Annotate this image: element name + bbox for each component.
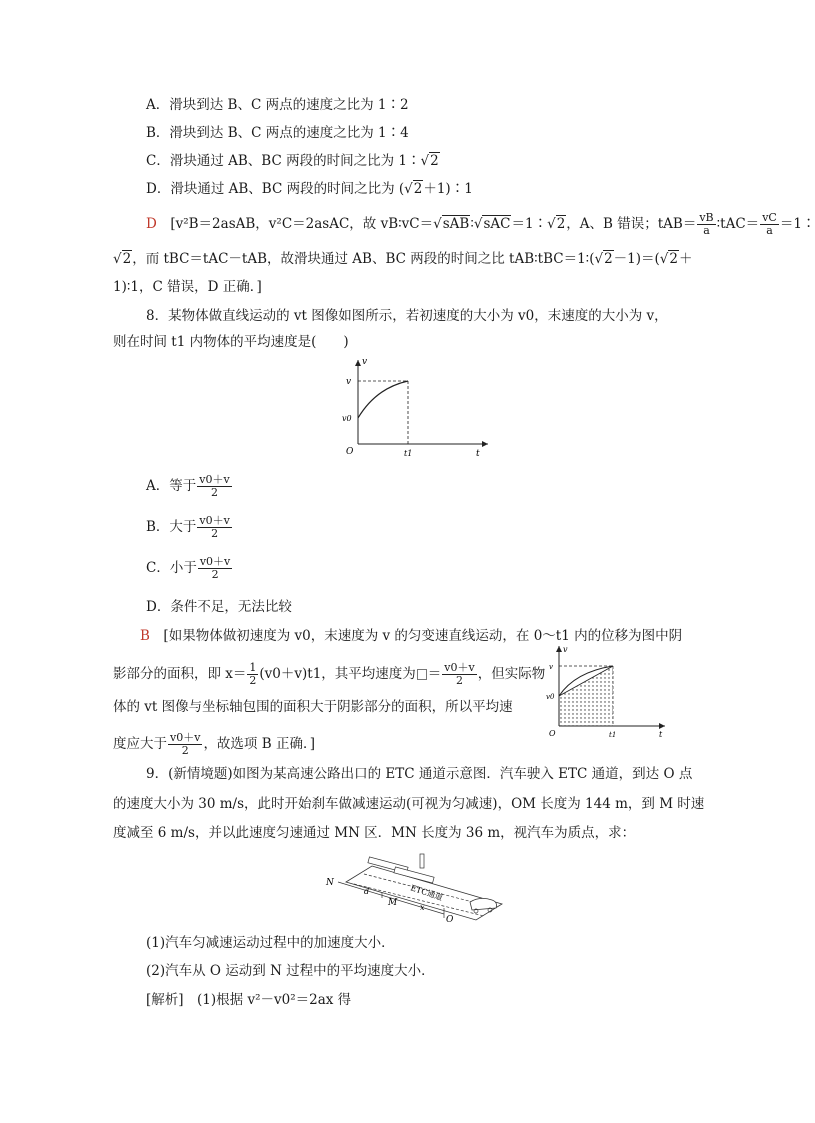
q8-explanation-line4: 度应大于 $\frac{v0+v}{2}$ ，故选项 B 正确．] — [113, 731, 315, 757]
q8-option-c: C．小于 $\frac{v0+v}{2}$ — [146, 555, 231, 581]
q8-option-a: A．等于 $\frac{v0+v}{2}$ — [146, 473, 230, 499]
q8-graph-t1-label: t1 — [404, 449, 413, 458]
q9-sub2: (2)汽车从 O 运动到 N 过程中的平均速度大小． — [146, 963, 435, 979]
q9-n-label: N — [326, 878, 334, 888]
q9-m-label: M — [388, 898, 398, 908]
q8-stem-line2: 则在时间 t1 内物体的平均速度是( ) — [113, 334, 349, 350]
q8-explanation-line3: 体的 vt 图像与坐标轴包围的面积大于阴影部分的面积，所以平均速 — [113, 699, 513, 715]
q8-graph-v0-label: v0 — [342, 414, 352, 423]
q8-shaded-vt-graph — [543, 640, 671, 740]
q9-stem-line3: 度减至 6 m/s，并以此速度匀速通过 MN 区．MN 长度为 36 m，视汽车为质点，求： — [113, 825, 636, 841]
q7-option-c: C．滑块通过 AB、BC 两段的时间之比为 1∶√2 — [146, 153, 439, 169]
q8-shaded-t1-label: t1 — [609, 731, 617, 739]
q8-answer-letter: B — [140, 628, 150, 644]
q9-etc-label: ETC通道 — [409, 883, 444, 903]
q8-graph-v-axis-label: v — [362, 357, 368, 367]
q9-analysis: [解析] (1)根据 v²－v0²＝2ax 得 — [146, 992, 352, 1008]
q8-shaded-v-axis-label: v — [563, 645, 568, 654]
q9-d-label: d — [364, 887, 370, 896]
q7-option-d: D．滑块通过 AB、BC 两段的时间之比为 (√2＋1)∶1 — [146, 181, 473, 197]
q7-explanation-line3: 1)∶1，C 错误，D 正确．] — [113, 279, 262, 295]
q9-sub1: (1)汽车匀减速运动过程中的加速度大小． — [146, 935, 395, 951]
q8-shaded-v-label: v — [549, 663, 553, 671]
q9-stem-line2: 的速度大小为 30 m/s，此时开始刹车做减速运动(可视为匀减速)，OM 长度为 144 m，到 M 时速 — [113, 796, 705, 812]
q8-vt-graph — [338, 354, 498, 460]
q8-explanation-line2: 影部分的面积，即 x＝ $\frac{1}{2}$ (v0＋v)t1，其平均速度为 ＝ $\frac{v0+v}{2}$ ，但实际物 — [113, 661, 546, 687]
q7-answer-letter: D — [146, 216, 157, 232]
q8-explanation-line1: B [如果物体做初速度为 v0，末速度为 v 的匀变速直线运动，在 0～t1 内的位移为图中阴 — [140, 628, 683, 644]
q8-shaded-t-axis-label: t — [659, 730, 663, 739]
q7-explanation-line2: √2，而 tBC＝tAC－tAB，故滑块通过 AB、BC 两段的时间之比 tAB∶tBC＝1∶(√2－1)＝(√2＋ — [113, 251, 693, 267]
q8-graph-v-label: v — [346, 377, 352, 387]
q8-stem-line1: 8．某物体做直线运动的 vt 图像如图所示，若初速度的大小为 v0，末速度的大小为 v， — [146, 308, 668, 324]
q9-etc-diagram — [324, 852, 504, 924]
q7-explanation-line1: D [v²B＝2asAB，v²C＝2asAC，故 vB∶vC＝√sAB∶√sAC＝1∶√2，A、B 错误；tAB＝ $\frac{vB}{a}$ ∶tAC＝ $\frac{vC}{a}$ ＝1∶ — [146, 211, 815, 237]
q8-shaded-v0-label: v0 — [546, 693, 555, 701]
q9-o-label: O — [446, 915, 454, 925]
q7-option-a: A．滑块到达 B、C 两点的速度之比为 1∶2 — [146, 97, 409, 113]
q8-graph-t-axis-label: t — [476, 449, 480, 459]
q9-x-label: x — [420, 903, 425, 912]
q8-option-d: D．条件不足，无法比较 — [146, 599, 292, 615]
q8-shaded-origin-label: O — [549, 729, 556, 738]
q9-stem-line1: 9．(新情境题)如图为某高速公路出口的 ETC 通道示意图．汽车驶入 ETC 通道，到达 O 点 — [146, 766, 693, 782]
q8-graph-origin-label: O — [346, 447, 354, 457]
q8-option-b: B．大于 $\frac{v0+v}{2}$ — [146, 514, 230, 540]
q7-option-b: B．滑块到达 B、C 两点的速度之比为 1∶4 — [146, 125, 409, 141]
